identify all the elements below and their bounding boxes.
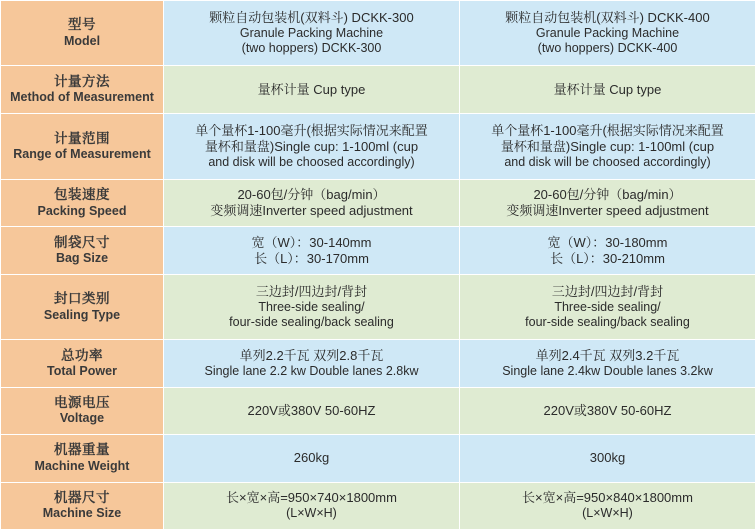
table-row <box>1 113 755 179</box>
cell-method-a: 量杯计量 Cup type <box>164 66 460 113</box>
table-row <box>1 227 755 274</box>
table-row <box>1 1 755 66</box>
cell-method-b: 量杯计量 Cup type <box>460 66 755 113</box>
cell-range-a: 单个量杯1-100毫升(根据实际情况来配置 量杯和量盘)Single cup: 1-100ml (cup and disk will be choosed accordingly) <box>164 113 460 179</box>
cell-size-b: 长×宽×高=950×840×1800mm (L×W×H) <box>460 482 755 530</box>
cell-speed-a: 20-60包/分钟（bag/min） 变频调速Inverter speed adjustment <box>164 179 460 226</box>
row-label-machine-weight: 机器重量 Machine Weight <box>1 435 164 482</box>
cell-weight-a: 260kg <box>164 435 460 482</box>
cell-speed-b: 20-60包/分钟（bag/min） 变频调速Inverter speed adjustment <box>460 179 755 226</box>
row-label-machine-size: 机器尺寸 Machine Size <box>1 482 164 530</box>
row-label-total-power: 总功率 Total Power <box>1 340 164 387</box>
cell-size-a: 长×宽×高=950×740×1800mm (L×W×H) <box>164 482 460 530</box>
cell-weight-b: 300kg <box>460 435 755 482</box>
table-row <box>1 274 755 339</box>
cell-bagsize-b: 宽（W）：30-180mm 长（L）：30-210mm <box>460 227 755 274</box>
cell-range-b: 单个量杯1-100毫升(根据实际情况来配置 量杯和量盘)Single cup: 1-100ml (cup and disk will be choosed accordingly) <box>460 113 755 179</box>
cell-sealing-b: 三边封/四边封/背封 Three-side sealing/ four-side sealing/back sealing <box>460 274 755 339</box>
table-body <box>1 1 755 530</box>
table-row <box>1 340 755 387</box>
cell-sealing-a: 三边封/四边封/背封 Three-side sealing/ four-side sealing/back sealing <box>164 274 460 339</box>
cell-bagsize-a: 宽（W）：30-140mm 长（L）：30-170mm <box>164 227 460 274</box>
row-label-method-of-measurement: 计量方法 Method of Measurement <box>1 66 164 113</box>
cell-voltage-b: 220V或380V 50-60HZ <box>460 387 755 434</box>
row-label-voltage: 电源电压 Voltage <box>1 387 164 434</box>
table-row <box>1 66 755 113</box>
cell-model-a: 颗粒自动包装机(双料斗) DCKK-300 Granule Packing Machine (two hoppers) DCKK-300 <box>164 1 460 66</box>
table-row <box>1 179 755 226</box>
table-row <box>1 435 755 482</box>
table-row <box>1 387 755 434</box>
row-label-sealing-type: 封口类别 Sealing Type <box>1 274 164 339</box>
row-label-bag-size: 制袋尺寸 Bag Size <box>1 227 164 274</box>
cell-voltage-a: 220V或380V 50-60HZ <box>164 387 460 434</box>
cell-power-a: 单列2.2千瓦 双列2.8千瓦 Single lane 2.2 kw Double lanes 2.8kw <box>164 340 460 387</box>
cell-power-b: 单列2.4千瓦 双列3.2千瓦 Single lane 2.4kw Double lanes 3.2kw <box>460 340 755 387</box>
row-label-packing-speed: 包装速度 Packing Speed <box>1 179 164 226</box>
row-label-model: 型号 Model <box>1 1 164 66</box>
cell-model-b: 颗粒自动包装机(双料斗) DCKK-400 Granule Packing Machine (two hoppers) DCKK-400 <box>460 1 755 66</box>
row-label-range-of-measurement: 计量范围 Range of Measurement <box>1 113 164 179</box>
table-row <box>1 482 755 530</box>
